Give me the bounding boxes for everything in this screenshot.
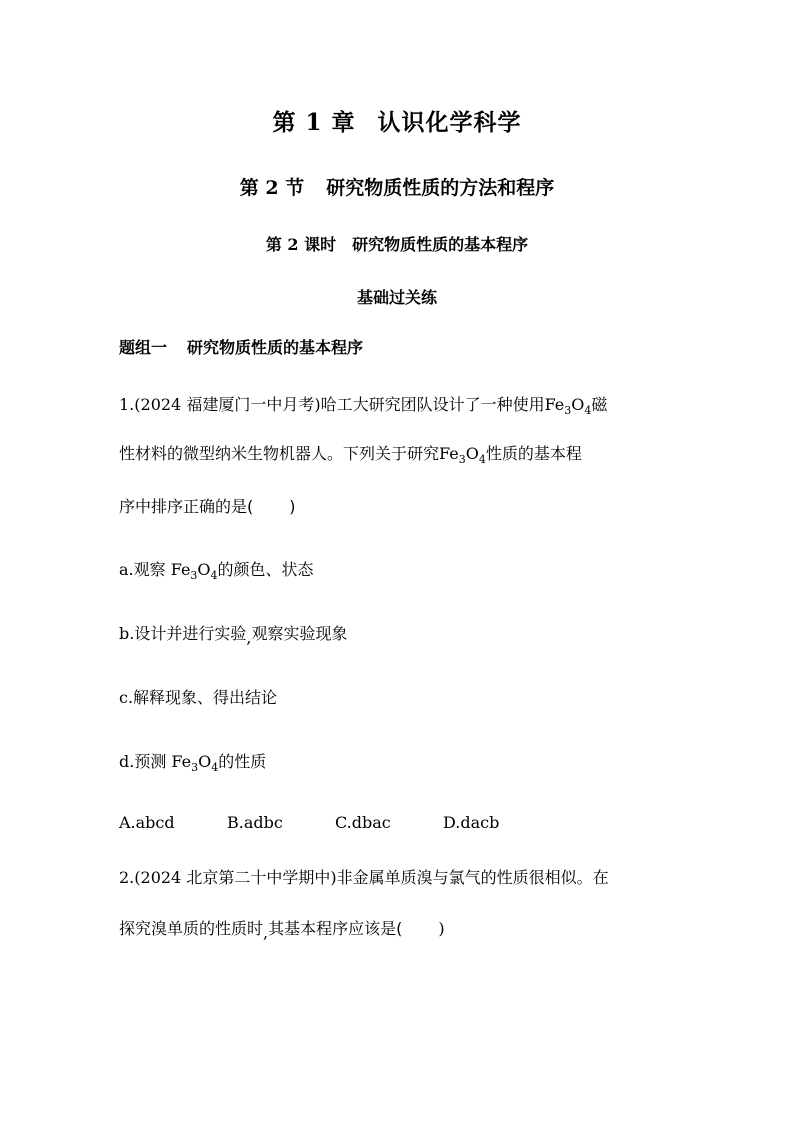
question-1-line-1: 1.(2024 福建厦门一中月考)哈工大研究团队设计了一种使用$Fe_3O_4$磁 [119,395,608,417]
fe3o4-formula: $Fe_3O_4$ [439,444,486,466]
option-d[interactable]: D.dacb [443,813,500,832]
question-1-item-d: d.预测 $Fe_3O_4$的性质 [119,752,267,774]
section-heading [0,173,794,200]
option-c[interactable]: C.dbac [335,813,391,832]
section-number: 第 2 节 [239,177,305,199]
fe3o4-formula: $Fe_3O_4$ [544,395,592,417]
group-heading [119,337,363,359]
question-1-options [119,812,551,834]
answer-close-paren: ) [438,919,445,938]
question-2-line-1: 2.(2024 北京第二十中学期中)非金属单质溴与氯气的性质很相似。在 [119,868,609,887]
question-1-line-2: 性材料的微型纳米生物机器人。下列关于研究$Fe_3O_4$性质的基本程 [119,444,582,466]
practice-heading: 基础过关练 [356,288,437,307]
question-1-item-b: b.设计并进行实验,观察实验现象 [119,624,348,647]
answer-close-paren: ) [289,497,296,516]
chapter-title: 认识化学科学 [377,109,522,136]
lesson-heading [0,232,794,255]
group-title: 研究物质性质的基本程序 [187,338,364,357]
chapter-heading [0,104,794,137]
question-1-item-a: a.观察 $Fe_3O_4$的颜色、状态 [119,560,314,582]
option-b[interactable]: B.adbc [227,813,283,832]
lesson-title: 研究物质性质的基本程序 [352,235,529,254]
lesson-number: 第 2 课时 [265,235,337,254]
chapter-number: 第 1 章 [272,109,356,136]
option-a[interactable]: A.abcd [119,813,175,832]
question-1-source: 1.(2024 福建厦门一中月考) [119,395,321,414]
question-2-source: 2.(2024 北京第二十中学期中) [119,868,337,887]
group-label: 题组一 [119,338,168,357]
section-title: 研究物质性质的方法和程序 [326,177,555,199]
fe3o4-formula: $Fe_3O_4$ [170,560,218,582]
question-2-line-2: 探究溴单质的性质时,其基本程序应该是( ) [119,919,445,942]
question-1-item-c: c.解释现象、得出结论 [119,688,278,707]
question-1-line-3: 序中排序正确的是( ) [119,497,296,516]
fe3o4-formula: $Fe_3O_4$ [171,752,219,774]
